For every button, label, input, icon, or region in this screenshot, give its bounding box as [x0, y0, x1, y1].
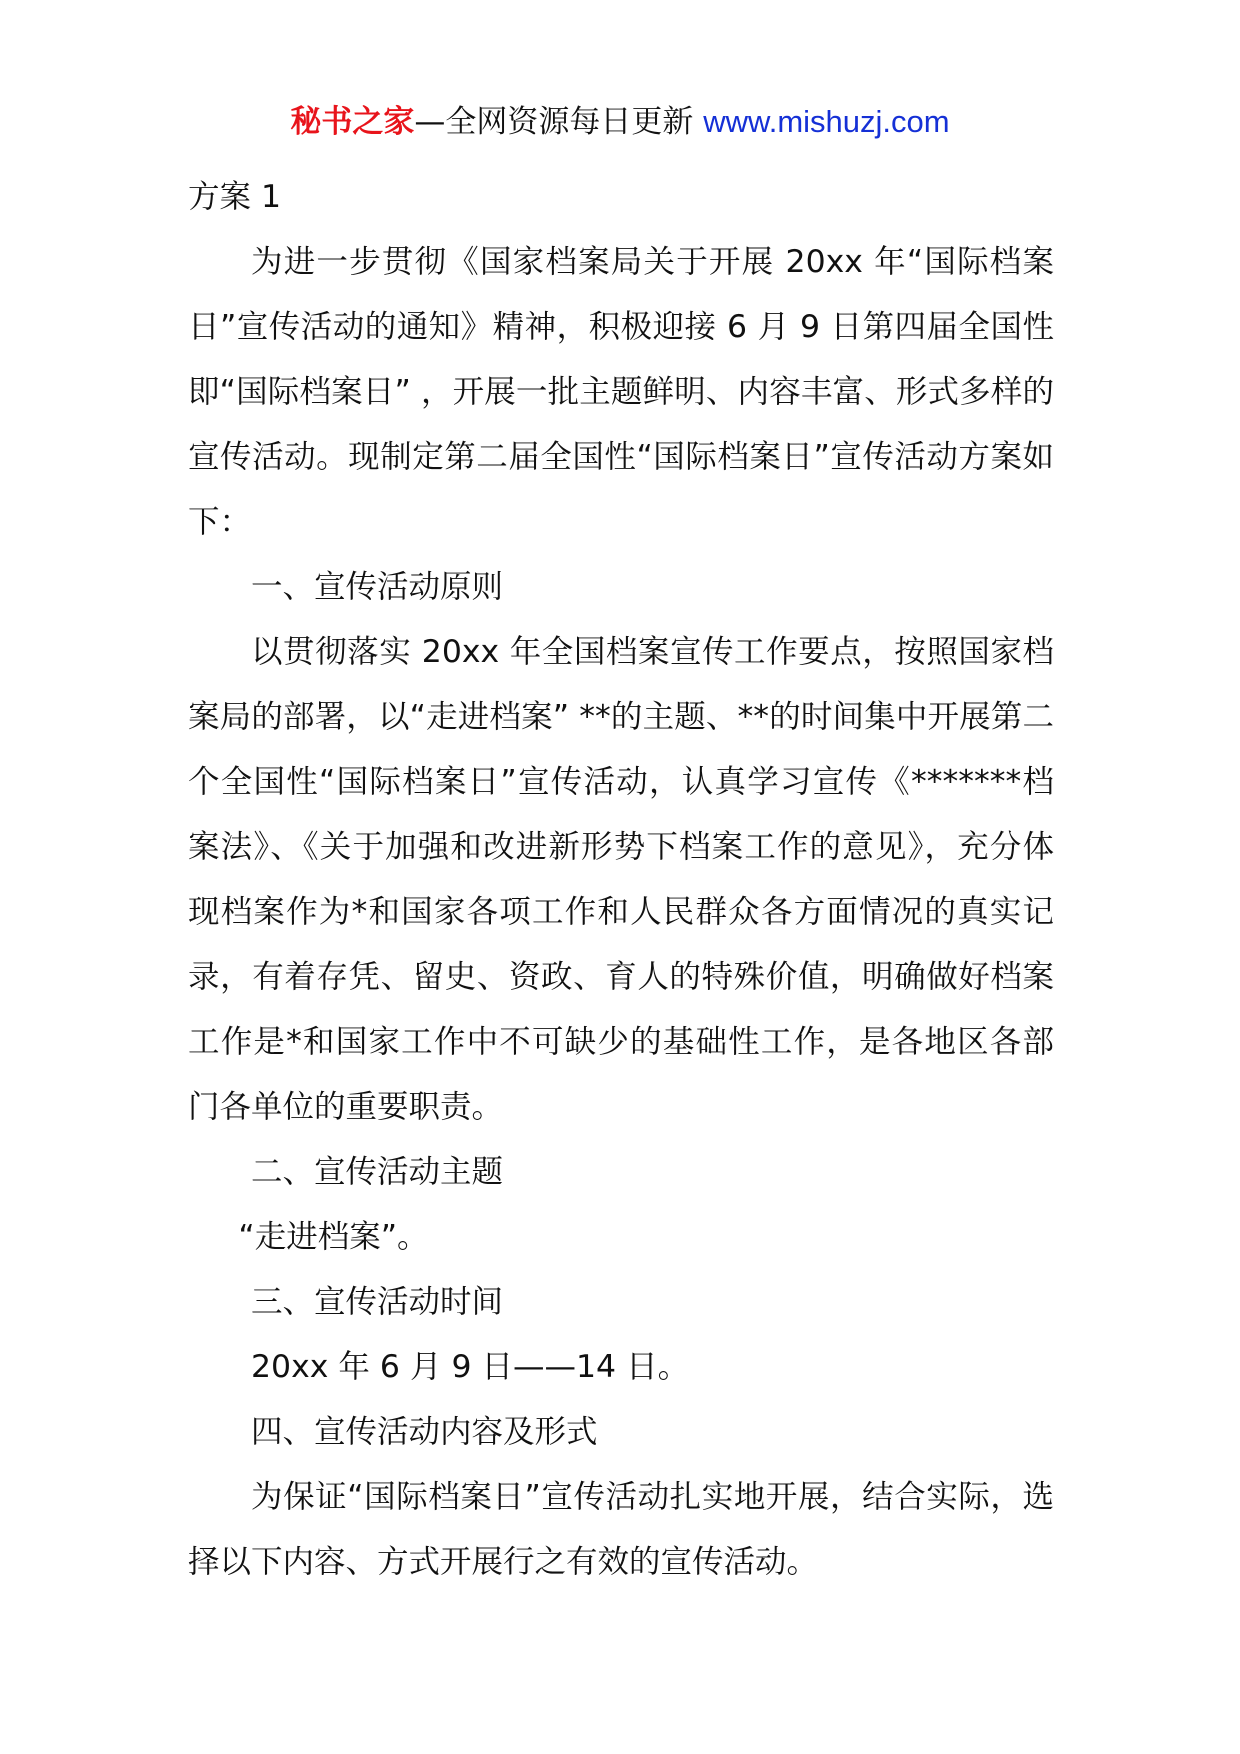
section-3-paragraph: 20xx 年 6 月 9 日——14 日。: [251, 1349, 690, 1385]
document-title: 方案 1: [188, 179, 282, 215]
document-body: [188, 165, 1054, 1595]
section-4-paragraph: 为保证“国际档案日”宣传活动扎实地开展，结合实际，选择以下内容、方式开展行之有效的宣传活动。: [188, 1479, 1054, 1580]
section-4-heading: 四、宣传活动内容及形式: [251, 1414, 598, 1450]
section-1-paragraph: 以贯彻落实 20xx 年全国档案宣传工作要点，按照国家档案局的部署，以“走进档案” **的主题、**的时间集中开展第二个全国性“国际档案日”宣传活动，认真学习宣传《*******档案法》、《关于加强和改进新形势下档案工作的意见》，充分体现档案作为*和国家各项工作和人民群众各方面情况的真实记录，有着存凭、留史、资政、育人的特殊价值，明确做好档案工作是*和国家工作中不可缺少的基础性工作，是各地区各部门各单位的重要职责。: [188, 634, 1054, 1125]
site-link[interactable]: www.mishuzj.com: [703, 104, 950, 139]
section-2-heading: 二、宣传活动主题: [251, 1154, 504, 1190]
section-3-heading: 三、宣传活动时间: [251, 1284, 504, 1320]
header-slogan: —全网资源每日更新: [414, 104, 694, 140]
page-header: [0, 100, 1240, 144]
section-2-paragraph: “走进档案”。: [238, 1219, 429, 1255]
section-1-heading: 一、宣传活动原则: [251, 569, 504, 605]
intro-paragraph: 为进一步贯彻《国家档案局关于开展 20xx 年“国际档案日”宣传活动的通知》精神，积极迎接 6 月 9 日第四届全国性即“国际档案日” ，开展一批主题鲜明、内容丰富、形式多样的宣传活动。现制定第二届全国性“国际档案日”宣传活动方案如下：: [188, 244, 1054, 540]
brand-name: 秘书之家: [290, 104, 415, 140]
